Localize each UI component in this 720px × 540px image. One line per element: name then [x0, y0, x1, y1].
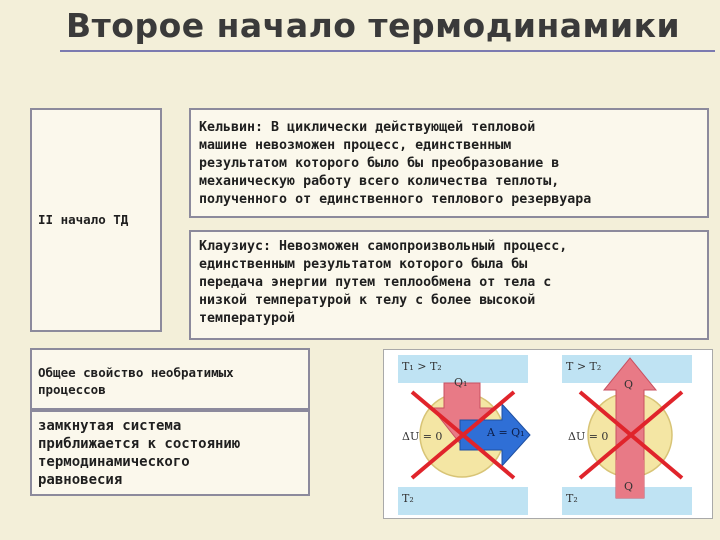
right-q-bottom-label: Q — [624, 480, 634, 493]
title-divider — [60, 50, 715, 52]
left-du-label: ΔU = 0 — [402, 430, 443, 443]
property-text-box — [30, 410, 310, 496]
left-q-label: Q₁ — [454, 376, 468, 389]
left-bottom-label: T₂ — [402, 492, 414, 505]
left-work-label: A = Q₁ — [487, 426, 525, 439]
heat-engine-illustration — [383, 349, 713, 519]
right-top-label: T > T₂ — [566, 360, 602, 373]
second-law-label: II начало ТД — [38, 212, 129, 227]
kelvin-statement: Кельвин: В циклически действующей тепловой машине невозможен процесс, единственным результатом которого было бы преобразование в механическую работу всего количества теплоты, полученного от единственного теплового резервуара — [199, 120, 592, 207]
cold-reservoir-left — [398, 487, 528, 515]
slide-title: Второе начало термодинамики — [66, 6, 681, 45]
right-q-top-label: Q — [624, 378, 634, 391]
right-bottom-label: T₂ — [566, 492, 578, 505]
clausius-statement: Клаузиус: Невозможен самопроизвольный процесс, единственным результатом которого была бы передача энергии путем теплообмена от тела с низкой температурой к телу с более высокой температурой — [199, 239, 568, 326]
right-du-label: ΔU = 0 — [568, 430, 609, 443]
kelvin-statement-box — [189, 108, 709, 218]
second-law-label-box — [30, 108, 162, 332]
property-title: Общее свойство необратимых процессов — [38, 365, 234, 397]
left-top-label: T₁ > T₂ — [402, 360, 442, 373]
property-title-box — [30, 348, 310, 410]
property-text: замкнутая система приближается к состоянию термодинамического равновесия — [38, 418, 241, 488]
clausius-statement-box — [189, 230, 709, 340]
